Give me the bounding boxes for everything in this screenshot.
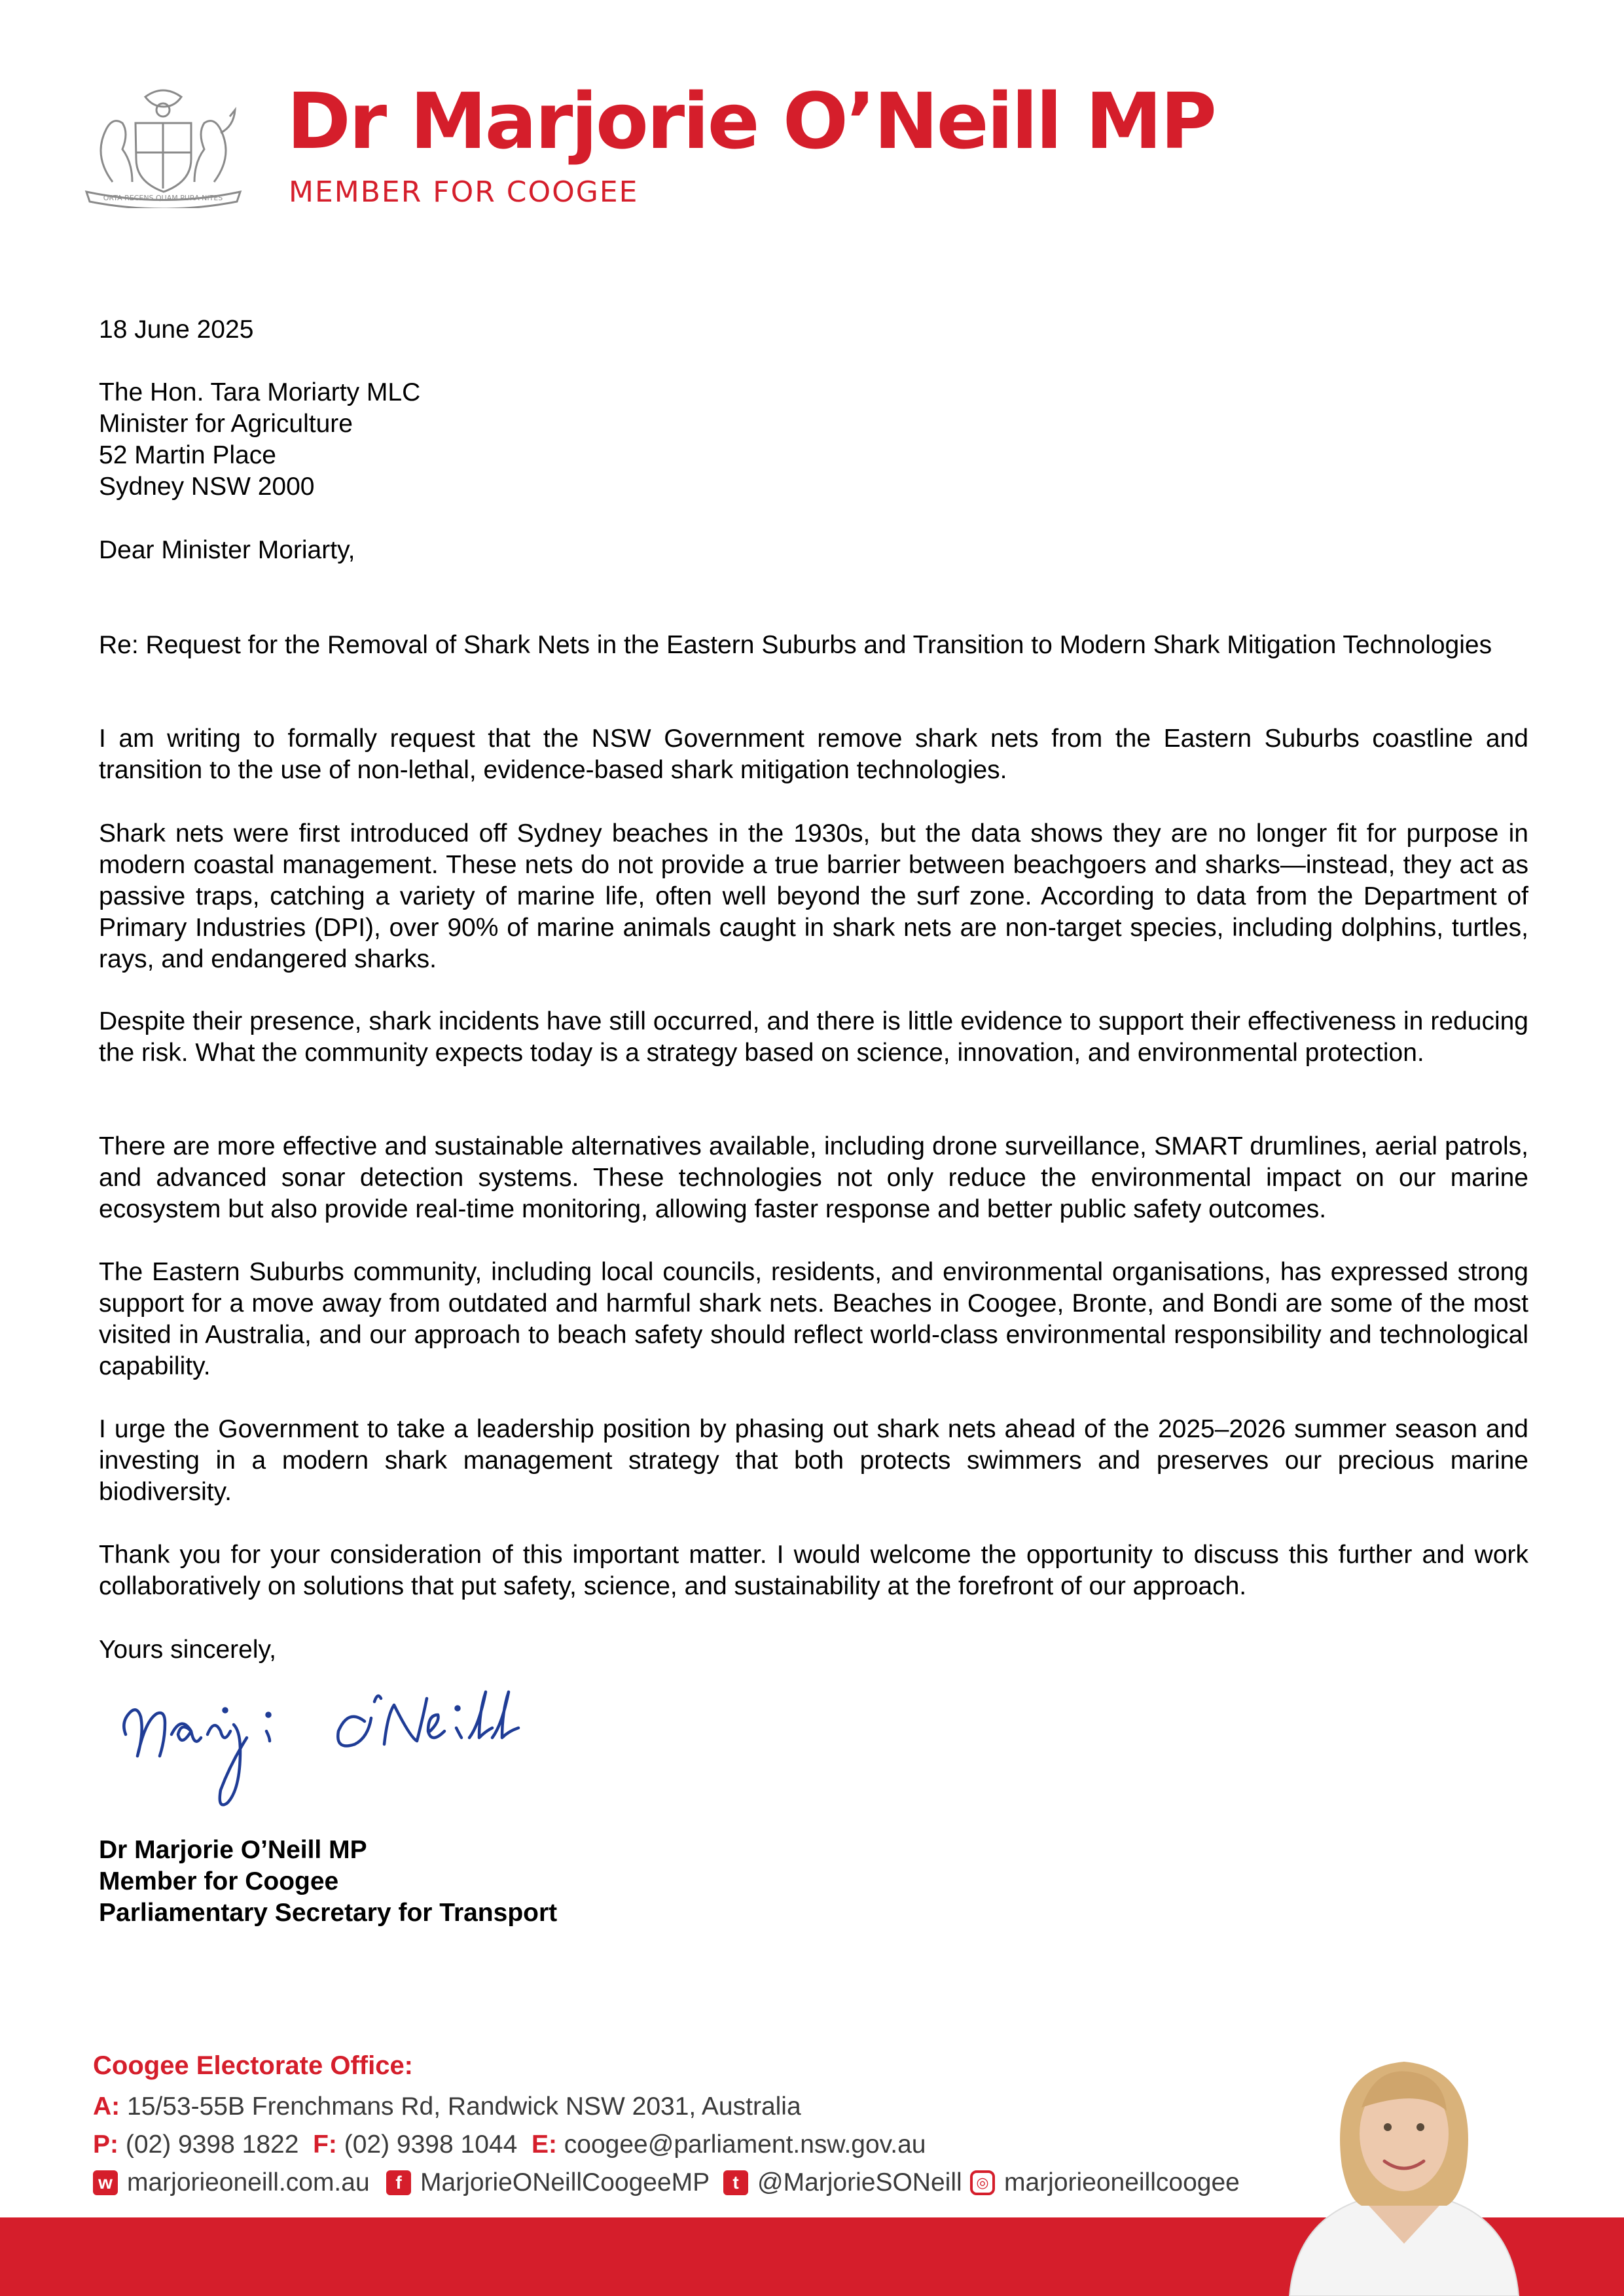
office-address: A: 15/53-55B Frenchmans Rd, Randwick NSW 2031, Australia [93,2092,801,2121]
website-icon: w [93,2170,118,2195]
signatory-title: Member for Coogee [99,1867,339,1895]
website-link[interactable]: w marjorieoneill.com.au [93,2168,370,2198]
facebook-icon: f [386,2170,411,2195]
recipient-address [99,377,1528,503]
recipient-line: Minister for Agriculture [99,410,353,438]
body-paragraph: I am writing to formally request that the NSW Government remove shark nets from the Eastern Suburbs coastline and transition to the use of non-lethal, evidence-based shark mitigation technologies. [99,725,1528,784]
body-paragraph: I urge the Government to take a leadership position by phasing out shark nets ahead of the 2025–2026 summer season and investing in a modern shark management strategy that both protects swimmers and preserves our precious marine biodiversity. [99,1415,1528,1506]
handwritten-signature [106,1672,538,1823]
closing: Yours sincerely, [99,1636,276,1664]
email-link[interactable]: coogee@parliament.nsw.gov.au [564,2130,926,2159]
member-seat-subheading: MEMBER FOR COOGEE [289,175,639,209]
twitter-icon: t [723,2170,748,2195]
nsw-coat-of-arms-logo [73,84,253,208]
body-paragraph: There are more effective and sustainable alternatives available, including drone surveillance, SMART drumlines, aerial patrols, and advanced sonar detection systems. These technologies not only reduce the environmental impact on our marine ecosystem but also provide real-time monitoring, allowing faster response and better public safety outcomes. [99,1132,1528,1223]
body-paragraph: Shark nets were first introduced off Sydney beaches in the 1930s, but the data shows they are no longer fit for purpose in modern coastal management. These nets do not provide a true barrier between beachgoers and sharks—instead, they act as passive traps, catching a variety of marine life, often well beyond the surf zone. According to data from the Department of Primary Industries (DPI), over 90% of marine animals caught in shark nets are non-target species, including dolphins, turtles, rays, and endangered sharks. [99,819,1528,973]
phone-number[interactable]: (02) 9398 1822 [125,2130,299,2159]
instagram-icon: ◎ [970,2170,995,2195]
office-contact-numbers: P: (02) 9398 1822 F: (02) 9398 1044 E: coogee@parliament.nsw.gov.au [93,2130,926,2159]
twitter-link[interactable]: t @MarjorieSONeill [723,2168,962,2198]
body-paragraph: Thank you for your consideration of this important matter. I would welcome the opportunity to discuss this further and work collaboratively on solutions that put safety, science, and sustainability at the forefront of our approach. [99,1541,1528,1600]
instagram-link[interactable]: ◎ marjorieoneillcoogee [970,2168,1240,2198]
signatory-name: Dr Marjorie O’Neill MP [99,1836,367,1864]
recipient-line: The Hon. Tara Moriarty MLC [99,378,421,406]
member-portrait-photo [1263,2036,1545,2296]
recipient-line: Sydney NSW 2000 [99,473,315,501]
body-paragraph: The Eastern Suburbs community, including local councils, residents, and environmental organisations, has expressed strong support for a move away from outdated and harmful shark nets. Beaches in Coogee, Bronte, and Bondi are some of the most visited in Australia, and our approach to beach safety should reflect world-class environmental responsibility and technological capability. [99,1258,1528,1380]
salutation: Dear Minister Moriarty, [99,536,355,564]
signatory-role: Parliamentary Secretary for Transport [99,1899,558,1927]
subject-line: Re: Request for the Removal of Shark Nets in the Eastern Suburbs and Transition to Modern Shark Mitigation Technologies [99,631,1492,659]
body-paragraph: Despite their presence, shark incidents have still occurred, and there is little evidence to support their effectiveness in reducing the risk. What the community expects today is a strategy based on science, innovation, and environmental protection. [99,1007,1528,1067]
office-title: Coogee Electorate Office: [93,2051,414,2080]
letter-date: 18 June 2025 [99,315,254,344]
svg-text:ORTA RECENS QUAM PURA NITES: ORTA RECENS QUAM PURA NITES [103,194,223,202]
fax-number: (02) 9398 1044 [344,2130,518,2159]
facebook-link[interactable]: f MarjorieONeillCoogeeMP [386,2168,710,2198]
signatory-block [99,1835,557,1929]
member-name-heading: Dr Marjorie O’Neill MP [287,76,1215,166]
recipient-line: 52 Martin Place [99,441,276,469]
